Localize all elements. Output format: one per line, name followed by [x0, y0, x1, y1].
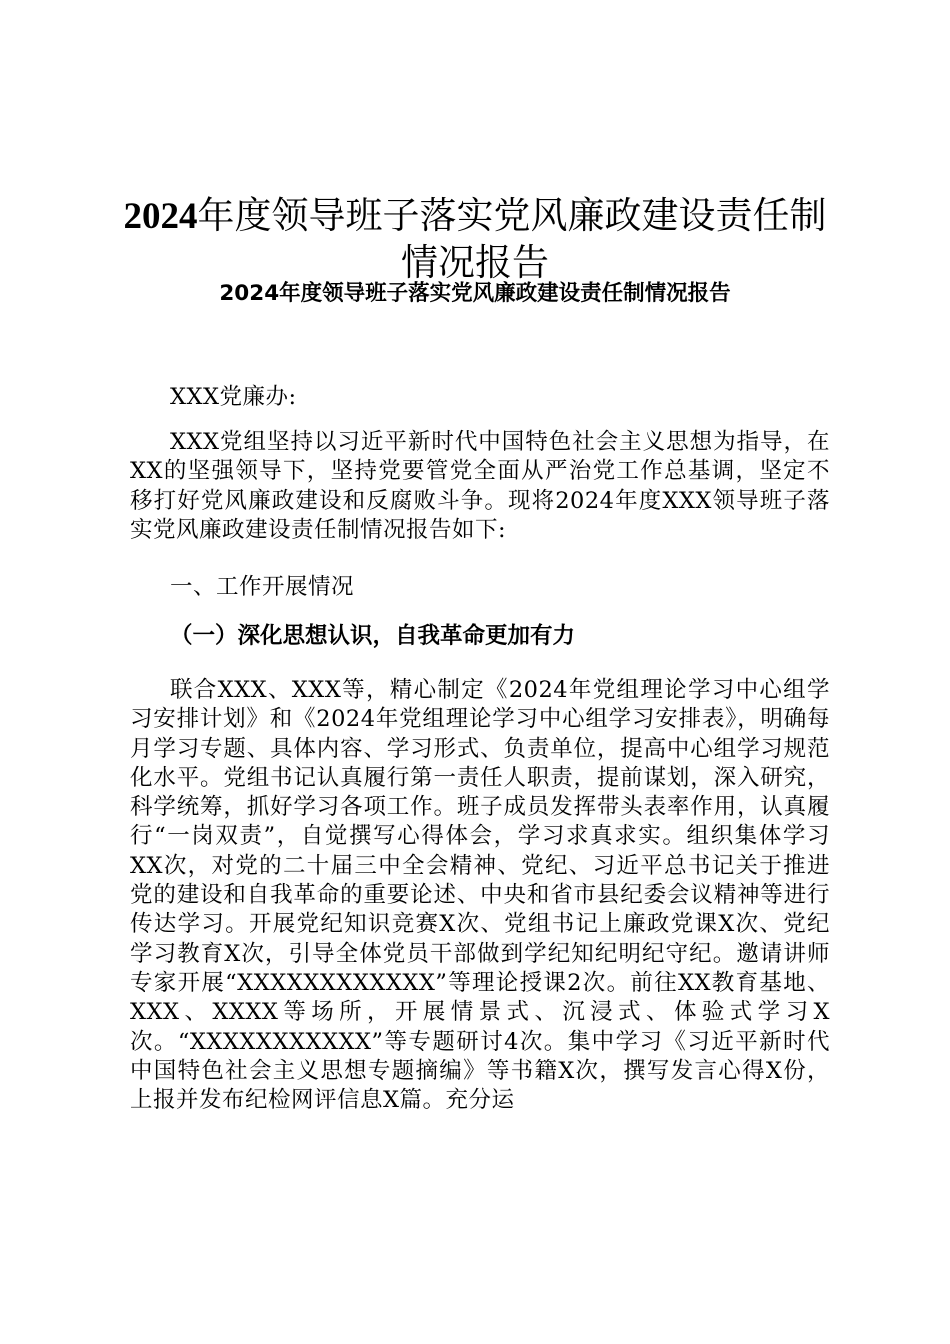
document-subtitle: 2024年度领导班子落实党风廉政建设责任制情况报告 — [219, 281, 731, 306]
salutation: XXX党廉办: — [170, 384, 297, 410]
body-paragraph — [130, 676, 830, 1115]
document-title-year: 2024 — [123, 195, 198, 237]
document-title-text: 年度领导班子落实党风廉政建设责任制情况报告 — [197, 193, 827, 284]
document-title — [120, 193, 830, 286]
intro-paragraph — [130, 428, 830, 545]
intro-paragraph-text: XXX党组坚持以习近平新时代中国特色社会主义思想为指导，在XX的坚强领导下，坚持党要管党全面从严治党工作总基调，坚定不移打好党风廉政建设和反腐败斗争。现将2024年度XXX领导班子落实党风廉政建设责任制情况报告如下: — [130, 429, 830, 543]
sub-heading: （一）深化思想认识，自我革命更加有力 — [170, 623, 576, 649]
section-heading: 一、工作开展情况 — [170, 574, 355, 600]
body-paragraph-text: 联合XXX、XXX等，精心制定《2024年党组理论学习中心组学习安排计划》和《2024年党组理论学习中心组学习安排表》，明确每月学习专题、具体内容、学习形式、负责单位，提高中心组学习规范化水平。党组书记认真履行第一责任人职责，提前谋划，深入研究，科学统筹，抓好学习各项工作。班子成员发挥带头表率作用，认真履行“一岗双责”，自觉撰写心得体会，学习求真求实。组织集体学习XX次，对党的二十届三中全会精神、党纪、习近平总书记关于推进党的建设和自我革命的重要论述、中央和省市县纪委会议精神等进行传达学习。开展党纪知识竞赛X次、党组书记上廉政党课X次、党纪学习教育X次，引导全体党员干部做到学纪知纪明纪守纪。邀请讲师专家开展“XXXXXXXXXXXX”等理论授课2次。前往XX教育基地、XXX、XXXX等场所，开展情景式、沉浸式、体验式学习X次。“XXXXXXXXXXX”等专题研讨4次。集中学习《习近平新时代中国特色社会主义思想专题摘编》等书籍X次，撰写发言心得X份，上报并发布纪检网评信息X篇。充分运 — [130, 677, 830, 1114]
